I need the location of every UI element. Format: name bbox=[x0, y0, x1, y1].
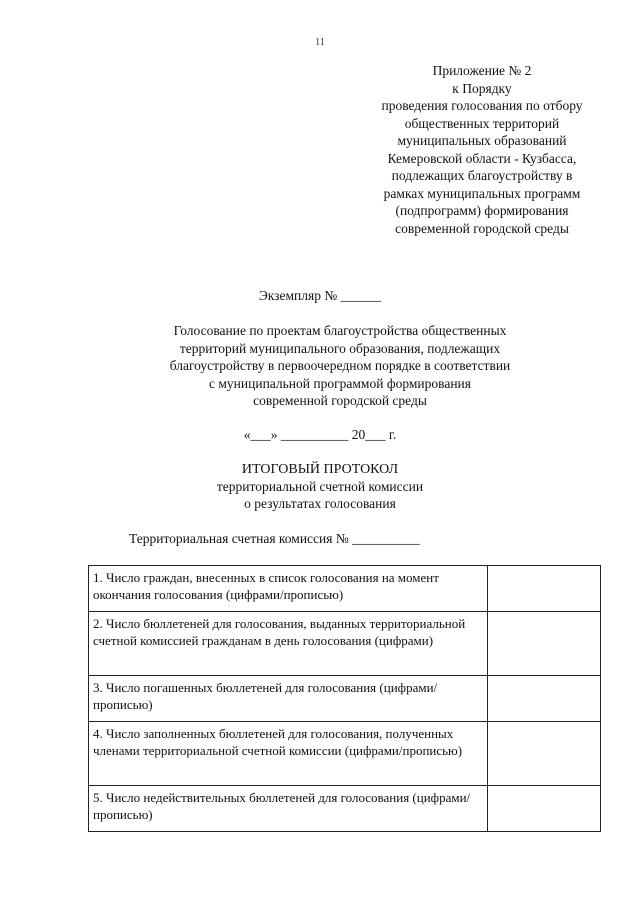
appendix-line: подлежащих благоустройству в bbox=[391, 168, 573, 183]
appendix-line: Приложение № 2 bbox=[432, 63, 532, 78]
row-value-cell[interactable] bbox=[487, 676, 600, 722]
appendix-line: к Порядку bbox=[452, 80, 512, 96]
protocol-heading: ИТОГОВЫЙ ПРОТОКОЛ bbox=[241, 462, 399, 477]
appendix-line: (подпрограмм) формирования bbox=[395, 203, 569, 218]
protocol-subtitle: территориальной счетной комиссии bbox=[216, 479, 424, 494]
protocol-title bbox=[0, 461, 640, 512]
vote-title bbox=[130, 322, 550, 410]
row-value-cell[interactable] bbox=[487, 786, 600, 832]
table-row bbox=[89, 566, 601, 612]
table-row bbox=[89, 612, 601, 676]
date-line: «___» __________ 20___ г. bbox=[243, 427, 397, 442]
table-row bbox=[89, 722, 601, 786]
row-label: 2. Число бюллетеней для голосования, выданных территориальной счетной комиссией гражданам в день голосования (цифрами) bbox=[89, 612, 488, 676]
appendix-line: Кемеровской области - Кузбасса, bbox=[387, 150, 577, 166]
row-label: 1. Число граждан, внесенных в список голосования на момент окончания голосования (цифрами/прописью) bbox=[89, 566, 488, 612]
row-value-cell[interactable] bbox=[487, 722, 600, 786]
appendix-line: муниципальных образований bbox=[397, 133, 567, 148]
vote-title-line: современной городской среды bbox=[253, 393, 427, 408]
page-number: 11 bbox=[315, 37, 325, 48]
appendix-line: проведения голосования по отбору bbox=[381, 98, 583, 113]
appendix-line: современной городской среды bbox=[395, 220, 569, 236]
row-label: 4. Число заполненных бюллетеней для голосования, полученных членами территориальной счетной комиссии (цифрами/прописью) bbox=[89, 722, 488, 786]
protocol-subtitle: о результатах голосования bbox=[244, 496, 396, 511]
appendix-line: общественных территорий bbox=[404, 115, 560, 131]
commission-line: Территориальная счетная комиссия № __________ bbox=[129, 531, 420, 546]
table-row bbox=[89, 676, 601, 722]
table-row bbox=[89, 786, 601, 832]
vote-title-line: с муниципальной программой формирования bbox=[209, 375, 471, 391]
appendix-header bbox=[358, 62, 606, 237]
row-label: 3. Число погашенных бюллетеней для голосования (цифрами/прописью) bbox=[89, 676, 488, 722]
results-table bbox=[88, 565, 601, 832]
appendix-line: рамках муниципальных программ bbox=[383, 185, 581, 201]
row-label: 5. Число недействительных бюллетеней для голосования (цифрами/прописью) bbox=[89, 786, 488, 832]
vote-title-line: Голосование по проектам благоустройства общественных bbox=[173, 323, 507, 338]
row-value-cell[interactable] bbox=[487, 612, 600, 676]
vote-title-line: территорий муниципального образования, подлежащих bbox=[179, 340, 501, 356]
row-value-cell[interactable] bbox=[487, 566, 600, 612]
vote-title-line: благоустройству в первоочередном порядке в соответствии bbox=[169, 358, 511, 373]
copy-number: Экземпляр № ______ bbox=[258, 288, 382, 303]
